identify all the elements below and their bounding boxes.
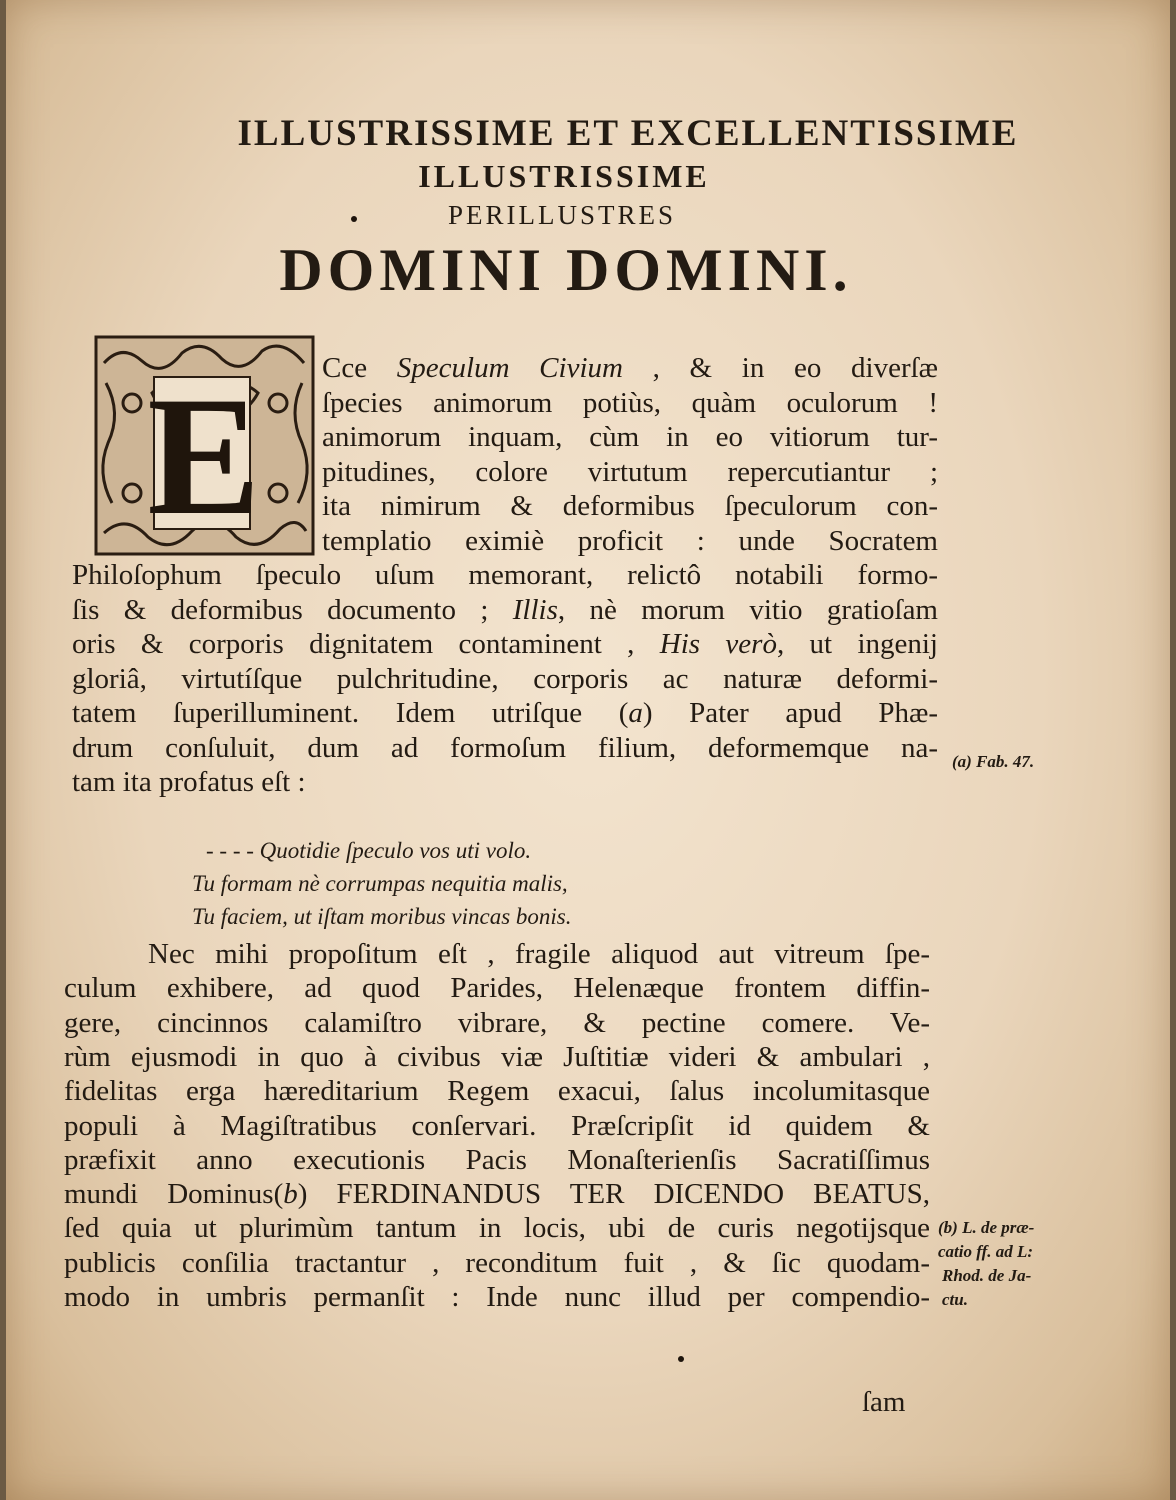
text-line	[322, 352, 938, 385]
text-span: b	[283, 1178, 298, 1211]
text-span: , & in eo diverſæ	[622, 352, 939, 384]
text-line: templatio eximiè proficit : unde Socratem	[322, 524, 938, 557]
marginal-note-line: catio ff. ad L:	[938, 1242, 1034, 1261]
text-line: fidelitas erga hæreditarium Regem exacui, ſalus incolumitasque	[64, 1075, 930, 1108]
heading-line-2: ILLUSTRISSIME	[418, 158, 710, 194]
text-span: Cce	[322, 352, 397, 384]
heading-line-4: DOMINI DOMINI.	[279, 237, 853, 303]
decorated-initial	[92, 333, 317, 558]
heading-line-1: ILLUSTRISSIME ET EXCELLENTISSIME	[237, 113, 1019, 154]
text-span: ) Pater apud Phæ-	[642, 697, 938, 729]
text-span: mundi Dominus(	[64, 1178, 284, 1211]
marginal-note-line: Rhod. de Ja-	[942, 1266, 1032, 1285]
text-line	[72, 697, 938, 730]
text-line: culum exhibere, ad quod Parides, Helenæque frontem diffin-	[64, 972, 930, 1005]
text-span: Illis	[512, 593, 558, 626]
text-span: His verò	[659, 628, 777, 660]
text-line	[64, 1178, 930, 1211]
heading-line-3: PERILLUSTRES	[447, 200, 677, 230]
text-line	[72, 594, 938, 627]
verse-line: Tu formam nè corrumpas nequitia malis,	[192, 871, 568, 896]
text-line: animorum inquam, cùm in eo vitiorum tur-	[322, 421, 938, 453]
text-line: populi à Magiſtratibus conſervari. Præſcripſit id quidem &	[64, 1109, 930, 1142]
verse-line: - - - - Quotidie ſpeculo vos uti volo.	[206, 838, 532, 863]
text-line: Nec mihi propoſitum eſt , fragile aliquod aut vitreum ſpe-	[148, 938, 930, 970]
text-line: modo in umbris permanſit : Inde nunc illud per compendio-	[64, 1281, 930, 1313]
text-span: a	[628, 697, 643, 729]
marginal-note-line: (b) L. de præ-	[938, 1218, 1035, 1237]
text-line: gere, cincinnos calamiſtro vibrare, & pectine comere. Ve-	[64, 1006, 930, 1039]
text-line: pitudines, colore virtutum repercutiantur ;	[322, 455, 938, 488]
text-span: ſis & deformibus documento ;	[72, 593, 513, 626]
text-span: , nè morum vitio gratioſam	[557, 593, 938, 626]
text-span: tatem ſuperilluminent. Idem utriſque (	[72, 697, 629, 729]
text-line: rùm ejusmodi in quo à civibus viæ Juſtitiæ videri & ambulari ,	[64, 1040, 930, 1073]
text-line: publicis conſilia tractantur , reconditum fuit , & ſic quodam-	[64, 1246, 930, 1279]
text-span: ) FERDINANDUS TER DICENDO BEATUS,	[297, 1178, 930, 1211]
text-span: , ut ingenij	[776, 628, 938, 660]
text-line: tam ita profatus eſt :	[72, 766, 306, 798]
initial-letter: E	[147, 362, 261, 550]
text-span: Speculum Civium	[396, 352, 623, 384]
text-line: gloriâ, virtutíſque pulchritudine, corporis ac naturæ deformi-	[72, 662, 938, 695]
marginal-note-a: (a) Fab. 47.	[952, 752, 1035, 771]
verse-line: Tu faciem, ut iſtam moribus vincas bonis.	[192, 904, 572, 929]
text-line: ſpecies animorum potiùs, quàm oculorum !	[322, 386, 938, 419]
text-line: præfixit anno executionis Pacis Monaſterienſis Sacratiſſimus	[64, 1143, 930, 1176]
ink-dot	[351, 216, 357, 222]
text-line: drum conſuluit, dum ad formoſum filium, deformemque na-	[72, 731, 938, 764]
book-page	[6, 0, 1170, 1500]
catchword: ſam	[862, 1386, 906, 1418]
ink-dot	[678, 1356, 684, 1362]
text-line	[72, 628, 938, 661]
text-line: ita nimirum & deformibus ſpeculorum con-	[322, 490, 938, 522]
text-line: Philoſophum ſpeculo uſum memorant, relictô notabili formo-	[72, 559, 938, 591]
text-span: oris & corporis dignitatem contaminent ,	[72, 628, 660, 660]
text-line: ſed quia ut plurimùm tantum in locis, ubi de curis negotijsque	[64, 1212, 930, 1245]
marginal-note-line: ctu.	[942, 1290, 968, 1309]
